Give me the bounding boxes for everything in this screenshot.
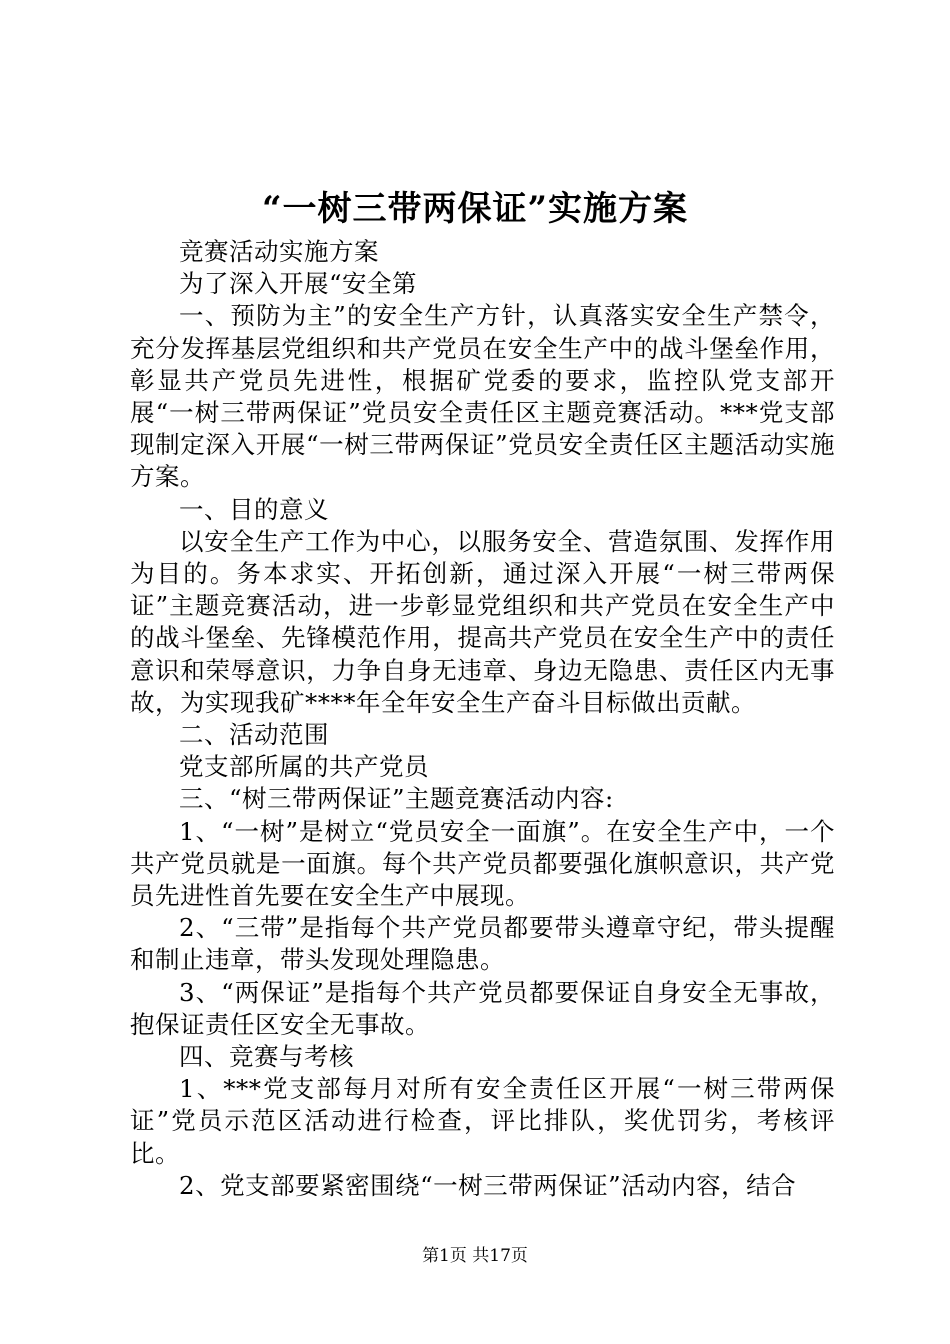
- document-body: [130, 236, 835, 1202]
- paragraph: 为了深入开展“安全第: [179, 269, 418, 299]
- paragraph: 一、预防为主”的安全生产方针，认真落实安全生产禁令，充分发挥基层党组织和共产党员在安全生产中的战斗堡垒作用，彰显共产党员先进性，根据矿党委的要求，监控队党支部开展“一树三带两保证”党员安全责任区主题竞赛活动。***党支部现制定深入开展“一树三带两保证”党员安全责任区主题活动实施方案。: [130, 301, 835, 492]
- section-heading: 四、竞赛与考核: [179, 1042, 354, 1072]
- document-title: “一树三带两保证”实施方案: [261, 189, 689, 229]
- page-number-footer: 第1页 共17页: [422, 1246, 528, 1266]
- paragraph: 3、“两保证”是指每个共产党员都要保证自身安全无事故，抱保证责任区安全无事故。: [130, 977, 835, 1039]
- paragraph: 以安全生产工作为中心，以服务安全、营造氛围、发挥作用为目的。务本求实、开拓创新，通过深入开展“一树三带两保证”主题竞赛活动，进一步彰显党组织和共产党员在安全生产中的战斗堡垒、先锋模范作用，提高共产党员在安全生产中的责任意识和荣辱意识，力争自身无违章、身边无隐患、责任区内无事故，为实现我矿****年全年安全生产奋斗目标做出贡献。: [130, 526, 835, 717]
- section-heading: 二、活动范围: [179, 720, 329, 750]
- section-heading: 一、目的意义: [179, 494, 329, 524]
- paragraph: 1、“一树”是树立“党员安全一面旗”。在安全生产中，一个共产党员就是一面旗。每个共产党员都要强化旗帜意识，共产党员先进性首先要在安全生产中展现。: [130, 816, 835, 911]
- paragraph: 2、党支部要紧密围绕“一树三带两保证”活动内容，结合: [179, 1170, 797, 1200]
- paragraph: 2、“三带”是指每个共产党员都要带头遵章守纪，带头提醒和制止违章，带头发现处理隐患。: [130, 913, 835, 975]
- paragraph: 竞赛活动实施方案: [179, 237, 379, 266]
- paragraph: 1、***党支部每月对所有安全责任区开展“一树三带两保证”党员示范区活动进行检查，评比排队，奖优罚劣，考核评比。: [130, 1074, 835, 1168]
- section-heading: 三、“树三带两保证”主题竞赛活动内容:: [179, 784, 614, 814]
- paragraph: 党支部所属的共产党员: [179, 752, 429, 782]
